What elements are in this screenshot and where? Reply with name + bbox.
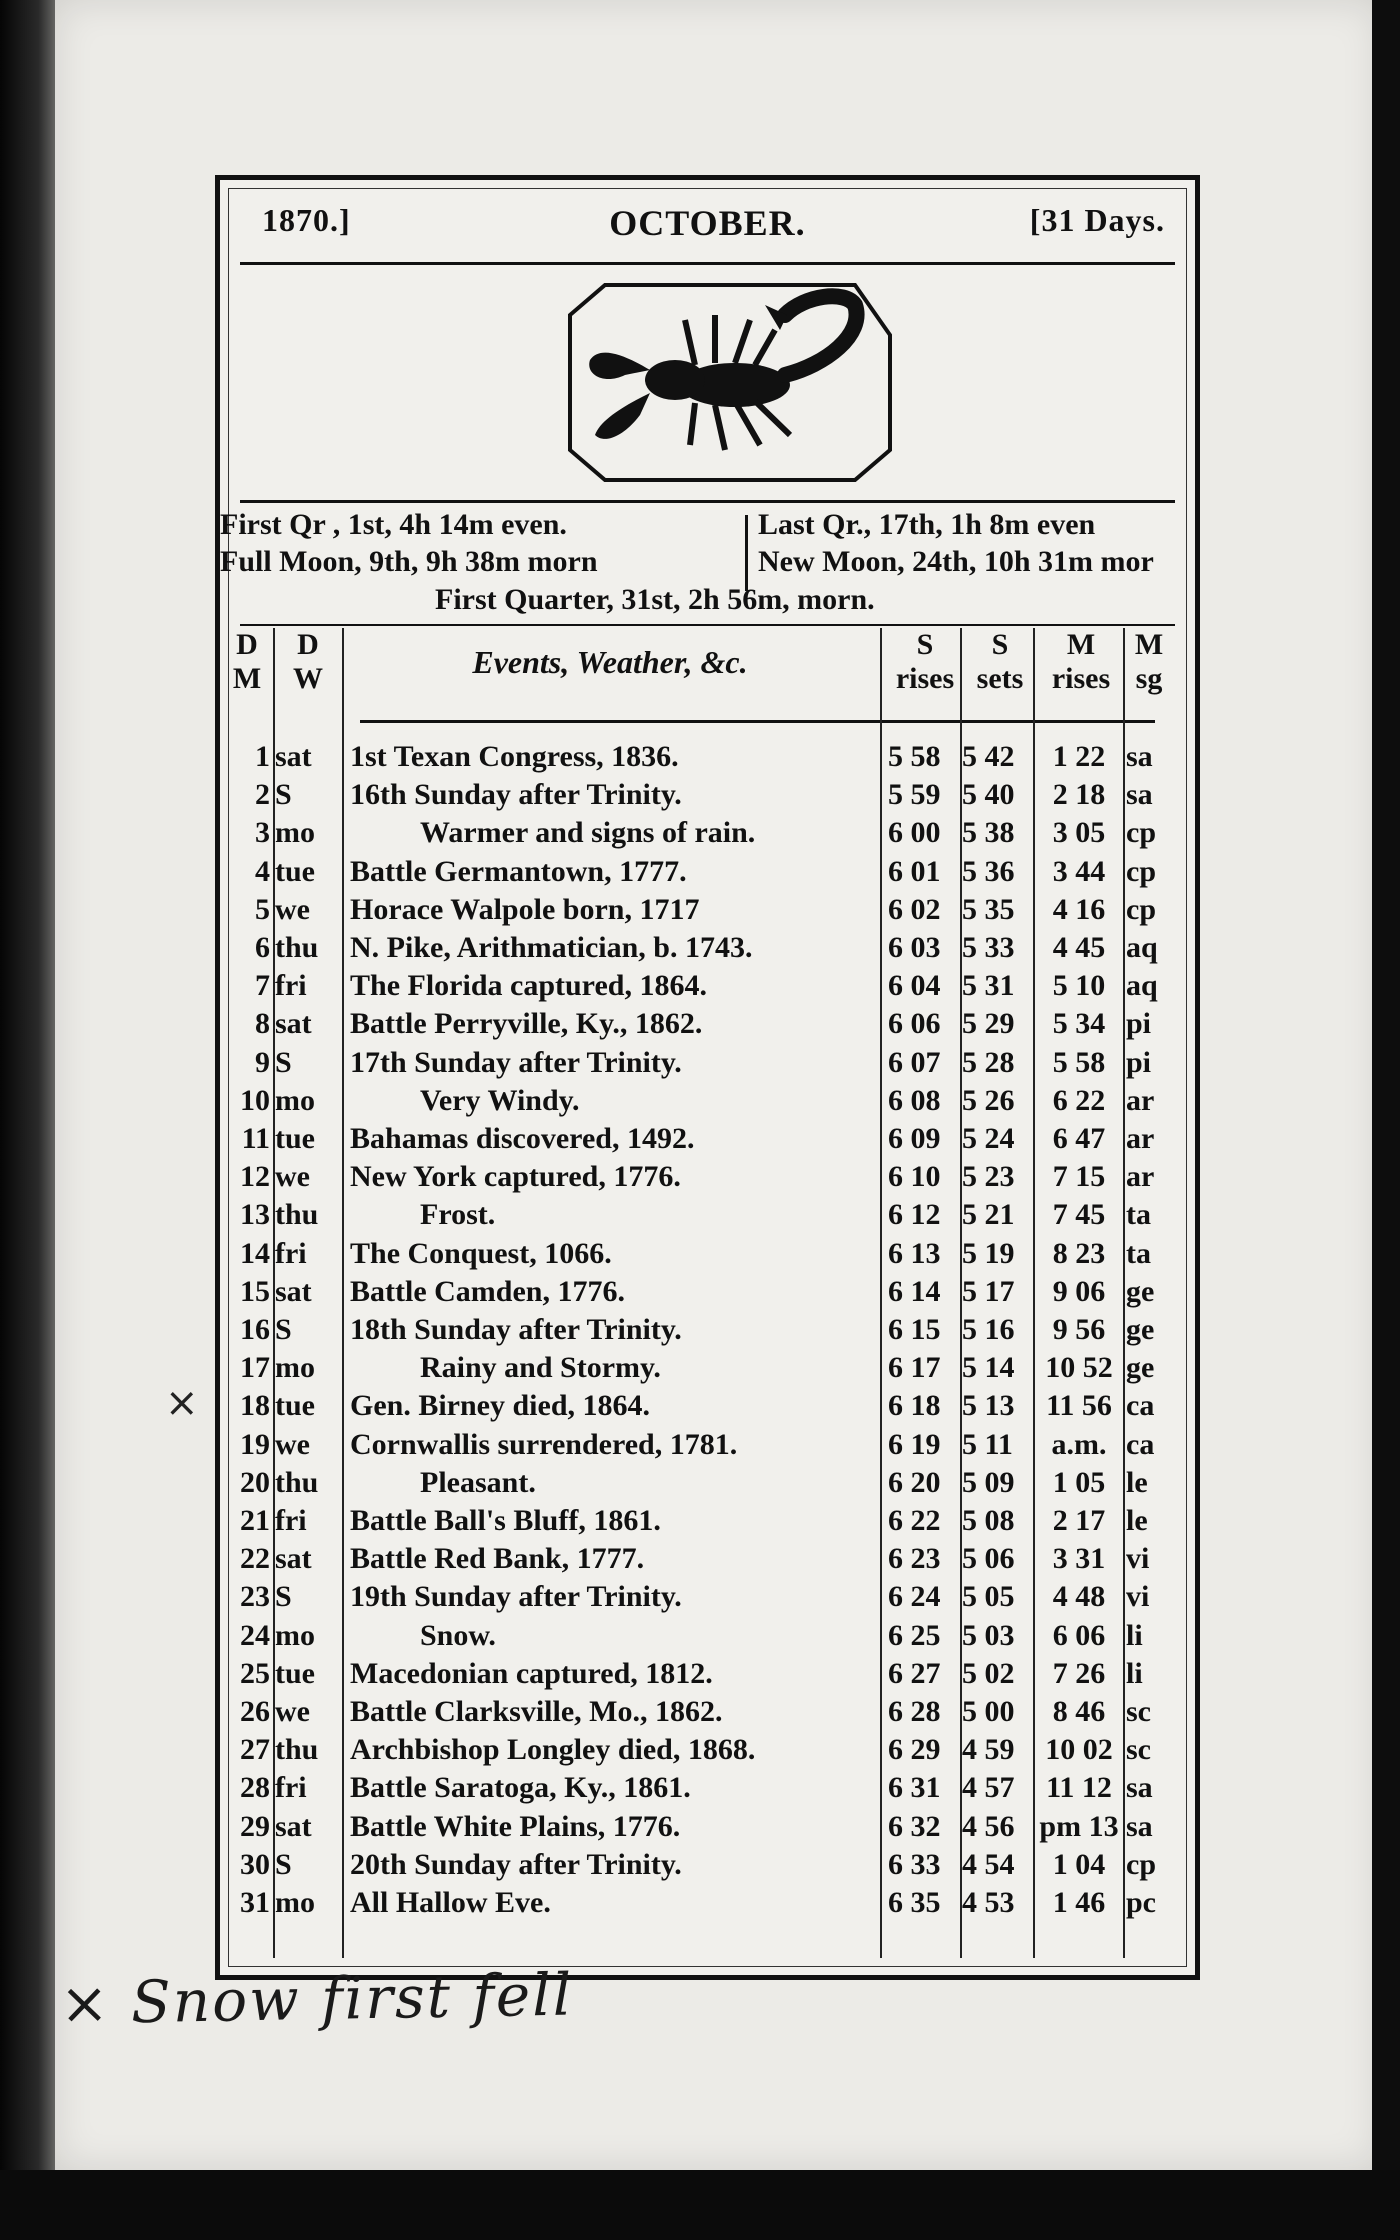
- day-of-week: we: [275, 1427, 310, 1461]
- calendar-frame: [215, 175, 1200, 1980]
- moon-sign: ar: [1126, 1160, 1155, 1194]
- day-of-month: 28: [240, 1771, 270, 1805]
- table-row: [220, 1007, 1195, 1045]
- moon-sign: ge: [1126, 1313, 1155, 1346]
- moon-sign: sc: [1126, 1695, 1151, 1728]
- event-text: Warmer and signs of rain.: [420, 816, 756, 850]
- day-of-week: sat: [275, 1809, 312, 1843]
- day-of-month: 17: [240, 1351, 270, 1385]
- day-of-month: 12: [240, 1160, 270, 1194]
- col-sun-sets: S sets: [976, 628, 1024, 695]
- day-of-month: 16: [240, 1313, 270, 1346]
- handwritten-note: × Snow first fell: [59, 1960, 574, 2038]
- moon-sign: sa: [1126, 740, 1153, 773]
- moon-sign: li: [1126, 1618, 1143, 1652]
- sun-sets: 5 40: [962, 778, 1015, 812]
- sun-sets: 5 14: [962, 1351, 1015, 1385]
- day-of-month: 5: [255, 892, 270, 926]
- day-of-week: tue: [275, 1122, 315, 1155]
- sun-sets: 5 38: [962, 816, 1015, 850]
- moon-sign: sa: [1126, 1809, 1153, 1843]
- event-text: Horace Walpole born, 1717: [350, 892, 700, 926]
- event-text: The Florida captured, 1864.: [350, 969, 707, 1003]
- sun-rises: 6 10: [888, 1160, 941, 1194]
- page-edge-bottom: [0, 2170, 1400, 2240]
- event-text: Macedonian captured, 1812.: [350, 1656, 713, 1690]
- sun-rises: 6 31: [888, 1771, 941, 1805]
- moon-rises: 9 06: [1052, 1274, 1106, 1308]
- sun-sets: 5 31: [962, 969, 1015, 1003]
- table-row: [220, 1848, 1195, 1886]
- header-rule: [240, 262, 1175, 265]
- sun-rises: 6 29: [888, 1733, 941, 1767]
- sun-rises: 6 14: [888, 1274, 941, 1308]
- moon-sign: pc: [1126, 1886, 1156, 1919]
- day-of-month: 13: [240, 1198, 270, 1232]
- sun-sets: 4 53: [962, 1886, 1015, 1919]
- moon-rises: 4 48: [1052, 1580, 1106, 1614]
- table-row: [220, 893, 1195, 931]
- day-of-week: thu: [275, 1198, 319, 1232]
- day-of-month: 8: [255, 1007, 270, 1041]
- event-text: N. Pike, Arithmatician, b. 1743.: [350, 931, 753, 964]
- event-text: Battle Camden, 1776.: [350, 1274, 625, 1308]
- moon-rises: 10 02: [1045, 1733, 1113, 1767]
- day-of-week: thu: [275, 1733, 319, 1767]
- table-row: [220, 1122, 1195, 1160]
- moon-rises: 8 46: [1052, 1695, 1106, 1728]
- sun-sets: 5 21: [962, 1198, 1015, 1232]
- sun-rises: 6 13: [888, 1236, 941, 1270]
- table-row: [220, 816, 1195, 854]
- sun-sets: 5 29: [962, 1007, 1015, 1041]
- sun-sets: 5 11: [962, 1427, 1013, 1461]
- moon-sign: pi: [1126, 1007, 1152, 1041]
- day-of-month: 4: [255, 854, 270, 888]
- sun-sets: 5 09: [962, 1465, 1015, 1499]
- day-of-week: fri: [275, 1504, 307, 1537]
- moon-rises: 1 22: [1052, 740, 1106, 773]
- sun-rises: 6 08: [888, 1083, 941, 1117]
- sun-sets: 5 17: [962, 1274, 1015, 1308]
- moon-sign: ge: [1126, 1274, 1155, 1308]
- sun-sets: 5 00: [962, 1695, 1015, 1728]
- event-text: New York captured, 1776.: [350, 1160, 681, 1194]
- col-moon-rises: M rises: [1051, 628, 1111, 695]
- day-of-month: 14: [240, 1236, 270, 1270]
- event-text: 17th Sunday after Trinity.: [350, 1045, 682, 1079]
- event-text: Battle Germantown, 1777.: [350, 854, 687, 888]
- table-row: [220, 1428, 1195, 1466]
- sun-sets: 4 56: [962, 1809, 1015, 1843]
- sun-rises: 6 19: [888, 1427, 941, 1461]
- day-of-month: 9: [255, 1045, 270, 1079]
- moon-rises: 2 17: [1052, 1504, 1106, 1537]
- sun-sets: 5 35: [962, 892, 1015, 926]
- sun-rises: 6 18: [888, 1389, 941, 1423]
- sun-sets: 5 24: [962, 1122, 1015, 1155]
- day-of-week: sat: [275, 740, 312, 773]
- sun-rises: 6 15: [888, 1313, 941, 1346]
- sun-sets: 4 54: [962, 1847, 1015, 1881]
- sun-rises: 6 00: [888, 816, 941, 850]
- sun-rises: 6 33: [888, 1847, 941, 1881]
- days-count: [31 Days.: [1029, 202, 1165, 238]
- event-text: 16th Sunday after Trinity.: [350, 778, 682, 812]
- sun-rises: 6 27: [888, 1656, 941, 1690]
- moon-rises: 3 44: [1052, 854, 1106, 888]
- day-of-month: 11: [241, 1122, 270, 1155]
- day-of-week: mo: [275, 1351, 315, 1385]
- colhead-rule: [360, 720, 1155, 723]
- moon-rises: 1 46: [1052, 1886, 1106, 1919]
- sun-rises: 6 02: [888, 892, 941, 926]
- moon-sign: cp: [1126, 816, 1156, 850]
- moon-rises: 3 05: [1052, 816, 1106, 850]
- sun-rises: 6 28: [888, 1695, 941, 1728]
- moon-sign: cp: [1126, 854, 1156, 888]
- sun-rises: 6 06: [888, 1007, 941, 1041]
- event-text: The Conquest, 1066.: [350, 1236, 612, 1270]
- day-of-week: sat: [275, 1007, 312, 1041]
- sun-sets: 5 16: [962, 1313, 1015, 1346]
- moon-sign: vi: [1126, 1580, 1150, 1614]
- event-text: 1st Texan Congress, 1836.: [350, 740, 679, 773]
- table-row: [220, 740, 1195, 778]
- event-text: Battle Perryville, Ky., 1862.: [350, 1007, 703, 1041]
- day-of-month: 25: [240, 1656, 270, 1690]
- day-of-month: 26: [240, 1695, 270, 1728]
- moon-rises: 1 05: [1052, 1465, 1106, 1499]
- day-of-week: S: [275, 1313, 292, 1346]
- day-of-week: we: [275, 1695, 310, 1728]
- moon-rises: 8 23: [1052, 1236, 1106, 1270]
- moon-sign: aq: [1126, 969, 1158, 1003]
- moon-divider: [745, 515, 748, 591]
- day-of-week: fri: [275, 969, 307, 1003]
- moon-rises: 6 06: [1052, 1618, 1106, 1652]
- table-row: [220, 969, 1195, 1007]
- margin-mark: ×: [165, 1380, 199, 1426]
- day-of-month: 29: [240, 1809, 270, 1843]
- sun-sets: 5 42: [962, 740, 1015, 773]
- table-row: [220, 1810, 1195, 1848]
- sun-rises: 6 17: [888, 1351, 941, 1385]
- moon-last-quarter: Last Qr., 17th, 1h 8m even: [758, 508, 1096, 541]
- sun-sets: 4 57: [962, 1771, 1015, 1805]
- moon-sign: sa: [1126, 1771, 1153, 1805]
- day-of-week: mo: [275, 1886, 315, 1919]
- table-row: [220, 1733, 1195, 1771]
- moon-rises: 7 15: [1052, 1160, 1106, 1194]
- event-text: 19th Sunday after Trinity.: [350, 1580, 682, 1614]
- event-text: Rainy and Stormy.: [420, 1351, 661, 1385]
- sun-rises: 6 01: [888, 854, 941, 888]
- moon-sign: li: [1126, 1656, 1143, 1690]
- moon-rises: a.m.: [1051, 1427, 1107, 1461]
- moon-sign: ge: [1126, 1351, 1155, 1385]
- moon-first-quarter: First Qr , 1st, 4h 14m even.: [220, 508, 567, 541]
- sun-sets: 5 19: [962, 1236, 1015, 1270]
- moon-rises: 6 47: [1052, 1122, 1106, 1155]
- sun-rises: 6 22: [888, 1504, 941, 1537]
- moon-sign: ar: [1126, 1083, 1155, 1117]
- col-day-month: D M: [232, 628, 262, 695]
- sun-rises: 6 24: [888, 1580, 941, 1614]
- event-text: Battle Saratoga, Ky., 1861.: [350, 1771, 691, 1805]
- table-row: [220, 1389, 1195, 1427]
- sun-sets: 5 28: [962, 1045, 1015, 1079]
- moon-rises: 11 56: [1046, 1389, 1112, 1423]
- day-of-month: 3: [255, 816, 270, 850]
- table-row: [220, 1351, 1195, 1389]
- day-of-month: 31: [240, 1886, 270, 1919]
- day-of-month: 10: [240, 1083, 270, 1117]
- moon-rises: 10 52: [1045, 1351, 1113, 1385]
- moon-rises: 11 12: [1046, 1771, 1112, 1805]
- moon-sign: vi: [1126, 1542, 1150, 1576]
- sun-sets: 5 23: [962, 1160, 1015, 1194]
- sun-sets: 5 06: [962, 1542, 1015, 1576]
- day-of-month: 24: [240, 1618, 270, 1652]
- table-row: [220, 1886, 1195, 1924]
- day-of-month: 27: [240, 1733, 270, 1767]
- table-row: [220, 1275, 1195, 1313]
- event-text: All Hallow Eve.: [350, 1886, 551, 1919]
- sun-sets: 4 59: [962, 1733, 1015, 1767]
- moon-rises: 7 26: [1052, 1656, 1106, 1690]
- day-of-month: 2: [255, 778, 270, 812]
- moon-sign: ca: [1126, 1389, 1155, 1423]
- table-row: [220, 1313, 1195, 1351]
- event-text: Cornwallis surrendered, 1781.: [350, 1427, 738, 1461]
- moon-sign: ta: [1126, 1236, 1151, 1270]
- moon-first-quarter-31st: First Quarter, 31st, 2h 56m, morn.: [435, 583, 875, 616]
- moon-rises: 5 10: [1052, 969, 1106, 1003]
- event-text: 18th Sunday after Trinity.: [350, 1313, 682, 1346]
- page-edge-right: [1372, 0, 1400, 2240]
- moon-rises: 1 04: [1052, 1847, 1106, 1881]
- moon-sign: pi: [1126, 1045, 1152, 1079]
- table-row: [220, 1771, 1195, 1809]
- sun-sets: 5 13: [962, 1389, 1015, 1423]
- event-text: Pleasant.: [420, 1465, 536, 1499]
- moon-sign: ca: [1126, 1427, 1155, 1461]
- event-text: Snow.: [420, 1618, 496, 1652]
- day-of-week: tue: [275, 854, 315, 888]
- moon-rises: 4 45: [1052, 931, 1106, 964]
- day-of-week: mo: [275, 816, 315, 850]
- sun-sets: 5 33: [962, 931, 1015, 964]
- moon-rises: 2 18: [1052, 778, 1106, 812]
- sun-sets: 5 08: [962, 1504, 1015, 1537]
- day-of-month: 22: [240, 1542, 270, 1576]
- day-of-month: 18: [240, 1389, 270, 1423]
- sun-rises: 5 58: [888, 740, 941, 773]
- day-of-week: tue: [275, 1656, 315, 1690]
- col-events: Events, Weather, &c.: [472, 644, 748, 680]
- emblem-rule: [240, 500, 1175, 503]
- day-of-week: we: [275, 892, 310, 926]
- moon-full: Full Moon, 9th, 9h 38m morn: [220, 545, 598, 578]
- moon-sign: sa: [1126, 778, 1153, 812]
- col-sun-rises: S rises: [895, 628, 955, 695]
- day-of-week: thu: [275, 1465, 319, 1499]
- table-row: [220, 1657, 1195, 1695]
- table-row: [220, 778, 1195, 816]
- day-of-week: S: [275, 778, 292, 812]
- event-text: 20th Sunday after Trinity.: [350, 1847, 682, 1881]
- sun-rises: 6 35: [888, 1886, 941, 1919]
- moon-sign: cp: [1126, 1847, 1156, 1881]
- event-text: Battle Ball's Bluff, 1861.: [350, 1504, 661, 1537]
- table-row: [220, 1695, 1195, 1733]
- sun-rises: 6 03: [888, 931, 941, 964]
- moon-sign: cp: [1126, 892, 1156, 926]
- event-text: Battle White Plains, 1776.: [350, 1809, 681, 1843]
- day-of-week: mo: [275, 1083, 315, 1117]
- day-of-week: fri: [275, 1236, 307, 1270]
- moon-rises: 9 56: [1052, 1313, 1106, 1346]
- table-row: [220, 1542, 1195, 1580]
- month-title: OCTOBER.: [609, 203, 806, 243]
- table-row: [220, 931, 1195, 969]
- day-of-week: thu: [275, 931, 319, 964]
- scorpion-emblem-icon: [565, 275, 895, 485]
- col-moon-sign: M sg: [1134, 628, 1164, 695]
- sun-sets: 5 05: [962, 1580, 1015, 1614]
- table-row: [220, 1619, 1195, 1657]
- sun-sets: 5 02: [962, 1656, 1015, 1690]
- moon-rises: pm 13: [1039, 1809, 1119, 1843]
- day-of-week: fri: [275, 1771, 307, 1805]
- table-row: [220, 1580, 1195, 1618]
- sun-sets: 5 26: [962, 1083, 1015, 1117]
- event-text: Battle Clarksville, Mo., 1862.: [350, 1695, 723, 1728]
- day-of-month: 19: [240, 1427, 270, 1461]
- day-of-week: S: [275, 1580, 292, 1614]
- moon-rises: 5 34: [1052, 1007, 1106, 1041]
- moon-rises: 6 22: [1052, 1083, 1106, 1117]
- day-of-month: 15: [240, 1274, 270, 1308]
- table-row: [220, 855, 1195, 893]
- moon-rises: 3 31: [1052, 1542, 1106, 1576]
- event-text: Frost.: [420, 1198, 496, 1232]
- day-of-week: mo: [275, 1618, 315, 1652]
- sun-sets: 5 36: [962, 854, 1015, 888]
- sun-rises: 6 20: [888, 1465, 941, 1499]
- moon-sign: le: [1126, 1504, 1148, 1537]
- day-of-week: sat: [275, 1542, 312, 1576]
- sun-rises: 6 09: [888, 1122, 941, 1155]
- moon-rule: [240, 624, 1175, 626]
- table-row: [220, 1237, 1195, 1275]
- day-of-month: 7: [255, 969, 270, 1003]
- day-of-week: S: [275, 1847, 292, 1881]
- day-of-week: we: [275, 1160, 310, 1194]
- event-text: Battle Red Bank, 1777.: [350, 1542, 645, 1576]
- event-text: Bahamas discovered, 1492.: [350, 1122, 695, 1155]
- day-of-month: 20: [240, 1465, 270, 1499]
- moon-sign: aq: [1126, 931, 1158, 964]
- moon-sign: ta: [1126, 1198, 1151, 1232]
- table-row: [220, 1160, 1195, 1198]
- table-row: [220, 1046, 1195, 1084]
- day-of-month: 30: [240, 1847, 270, 1881]
- sun-rises: 6 04: [888, 969, 941, 1003]
- day-of-month: 23: [240, 1580, 270, 1614]
- day-of-month: 21: [240, 1504, 270, 1537]
- sun-rises: 6 12: [888, 1198, 941, 1232]
- table-row: [220, 1466, 1195, 1504]
- day-of-month: 6: [255, 931, 270, 964]
- moon-rises: 4 16: [1052, 892, 1106, 926]
- table-row: [220, 1084, 1195, 1122]
- sun-rises: 6 25: [888, 1618, 941, 1652]
- moon-new: New Moon, 24th, 10h 31m mor: [758, 545, 1154, 578]
- event-text: Archbishop Longley died, 1868.: [350, 1733, 756, 1767]
- day-of-month: 1: [255, 740, 270, 773]
- table-row: [220, 1198, 1195, 1236]
- sun-rises: 6 07: [888, 1045, 941, 1079]
- moon-sign: sc: [1126, 1733, 1151, 1767]
- sun-sets: 5 03: [962, 1618, 1015, 1652]
- event-text: Gen. Birney died, 1864.: [350, 1389, 651, 1423]
- sun-rises: 6 23: [888, 1542, 941, 1576]
- event-text: Very Windy.: [420, 1083, 580, 1117]
- moon-rises: 5 58: [1052, 1045, 1106, 1079]
- day-of-week: S: [275, 1045, 292, 1079]
- day-of-week: sat: [275, 1274, 312, 1308]
- moon-sign: le: [1126, 1465, 1148, 1499]
- moon-rises: 7 45: [1052, 1198, 1106, 1232]
- sun-rises: 5 59: [888, 778, 941, 812]
- moon-sign: ar: [1126, 1122, 1155, 1155]
- table-row: [220, 1504, 1195, 1542]
- sun-rises: 6 32: [888, 1809, 941, 1843]
- col-day-week: D W: [293, 628, 323, 695]
- day-of-week: tue: [275, 1389, 315, 1423]
- year-label: 1870.]: [262, 202, 351, 238]
